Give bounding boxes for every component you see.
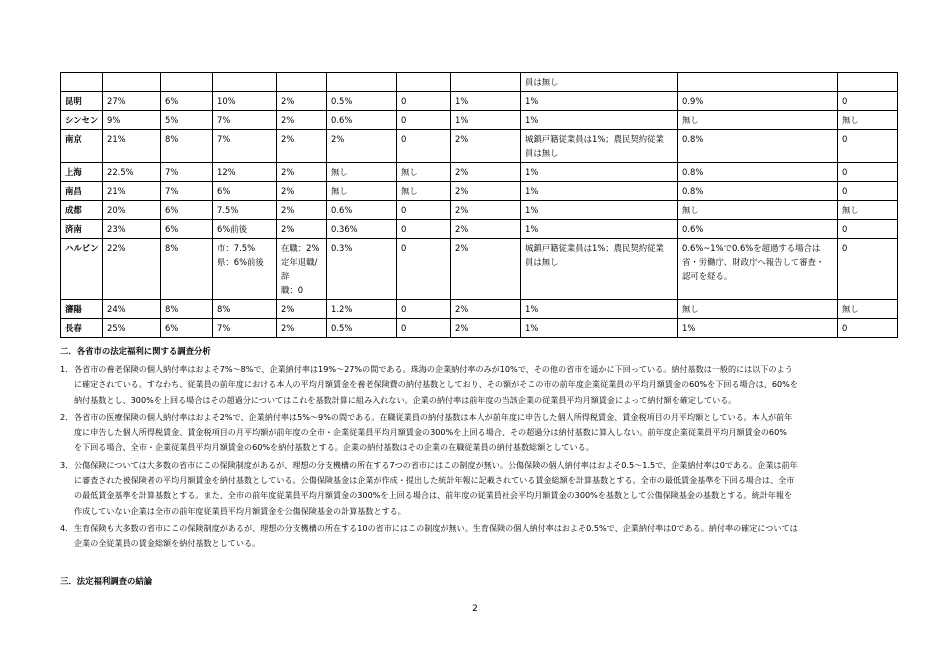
analysis-paragraph: [60, 410, 900, 456]
cell-line: 認可を経る。: [682, 271, 733, 281]
rate-cell: [521, 73, 678, 92]
table-row: [61, 92, 898, 111]
rate-cell: [213, 220, 277, 239]
cell-line: 0.8%: [682, 186, 704, 196]
table-row: [61, 300, 898, 319]
rate-cell: 無し: [397, 182, 451, 201]
cell-line: 1%: [525, 115, 539, 125]
cell-line: 2%: [281, 96, 295, 106]
rate-cell: 0: [397, 300, 451, 319]
rate-cell: 0: [838, 220, 898, 239]
rate-cell: 0: [838, 130, 898, 163]
rate-cell: [277, 319, 327, 338]
rate-cell: [213, 319, 277, 338]
rate-cell: [277, 92, 327, 111]
rate-cell: 7%: [161, 182, 213, 201]
cell-line: 2%: [281, 167, 295, 177]
rate-cell: 1.2%: [327, 300, 397, 319]
rate-cell: 0: [397, 92, 451, 111]
rate-cell: 8%: [161, 300, 213, 319]
cell-line: 2%: [281, 205, 295, 215]
rate-cell: [521, 130, 678, 163]
cell-line: 員は無し: [525, 257, 559, 267]
rate-cell: 23%: [103, 220, 161, 239]
cell-line: 2%: [281, 186, 295, 196]
rate-cell: 21%: [103, 130, 161, 163]
rate-cell: [161, 73, 213, 92]
section-2-title: 二．各省市の法定福利に関する調査分析: [60, 346, 211, 356]
cell-line: 1%: [525, 186, 539, 196]
rate-cell: 0.3%: [327, 239, 397, 300]
rate-cell: 0.6%: [327, 111, 397, 130]
rate-cell: 0: [838, 182, 898, 201]
rate-cell: [451, 73, 521, 92]
rate-cell: 5%: [161, 111, 213, 130]
rate-cell: 6%: [161, 201, 213, 220]
rate-cell: [277, 182, 327, 201]
rate-cell: 0: [397, 201, 451, 220]
paragraph-line: を下回る場合、全市・企業従業員平均月額賃金の60%を納付基数とする。企業の納付基数はその企業の在職従業員の納付基数総額としている。: [74, 442, 594, 453]
cell-line: 7%: [217, 115, 231, 125]
cell-line: 10%: [217, 96, 236, 106]
rate-cell: 2%: [327, 130, 397, 163]
paragraph-line: の最低賃金基準を計算基数とする。また、全市の前年度従業員平均月額賃金の300%を上回る場合は、前年度の従業員社会平均月額賃金の300%を基数として公傷保険基金の基数とする。統計年報を: [74, 490, 793, 501]
paragraph-line: 度に申告した個人所得税賃金、賃金税項目の月平均額が前年度の全市・企業従業員平均月額賃金の300%を上回る場合、その超過分は納付基数に算入しない。前年度企業従業員平均月額賃金の60%: [74, 427, 787, 438]
rate-cell: [521, 300, 678, 319]
rate-cell: 無し: [838, 300, 898, 319]
analysis-paragraph: [60, 362, 900, 408]
city-cell: ハルビン: [61, 239, 103, 300]
table-row: [61, 111, 898, 130]
cell-line: 2%: [281, 323, 295, 333]
rate-cell: 8%: [161, 239, 213, 300]
rate-cell: [678, 182, 838, 201]
rate-cell: [521, 319, 678, 338]
rate-cell: [277, 300, 327, 319]
rate-cell: [277, 239, 327, 300]
paragraph-line: に確定されている。すなわち、従業員の前年度における本人の平均月額賃金を養老保険費の納付基数としており、その額がそこの市の前年度企業従業員の平均月額賃金の60%を下回る場合は、60%を: [74, 379, 798, 390]
cell-line: 1%: [525, 167, 539, 177]
paragraph-line: 生育保険も大多数の省市にこの保険制度があるが、理想の分支機構の所在する10の省市にはこの制度が無い。生育保険の個人納付率はおよそ0.5%で、企業納付率は0である。納付率の確定については: [74, 522, 798, 533]
city-cell: 成都: [61, 201, 103, 220]
rate-cell: [213, 239, 277, 300]
cell-line: 12%: [217, 167, 236, 177]
paragraph-line: 各省市の医療保険の個人納付率はおよそ2%で、企業納付率は5%～9%の間である。在職従業員の納付基数は本人が前年度に申告した個人所得税賃金、賃金税項目の月平均額としている。本人が前年: [74, 411, 793, 422]
rate-cell: 無し: [327, 163, 397, 182]
city-cell: 上海: [61, 163, 103, 182]
rate-cell: [521, 92, 678, 111]
rate-cell: [678, 130, 838, 163]
rate-cell: [277, 163, 327, 182]
cell-line: 0.6%~1%で0.6%を超過する場合は: [682, 243, 821, 253]
cell-line: 7.5%: [217, 205, 239, 215]
cell-line: 1%: [525, 224, 539, 234]
cell-line: 8%: [217, 304, 231, 314]
rate-cell: 0: [838, 163, 898, 182]
city-cell: [61, 73, 103, 92]
table-row: [61, 220, 898, 239]
rate-cell: 9%: [103, 111, 161, 130]
rate-cell: 無し: [838, 201, 898, 220]
paragraph-line: 公傷保険については大多数の省市にこの保険制度があるが、理想の分支機構の所在する7つの省市にはこの制度が無い。公傷保険の個人納付率はおよそ0.5～1.5で、企業納付率は0である。企業は前年: [74, 459, 798, 470]
rate-cell: 0: [397, 239, 451, 300]
cell-line: 無し: [682, 115, 699, 125]
rate-cell: 21%: [103, 182, 161, 201]
rate-cell: 無し: [327, 182, 397, 201]
paragraph-number: 2．: [60, 411, 74, 422]
paragraph-number: 4．: [60, 522, 74, 533]
cell-line: 1%: [525, 205, 539, 215]
table-row: [61, 130, 898, 163]
rate-cell: 2%: [451, 201, 521, 220]
city-cell: 南昌: [61, 182, 103, 201]
welfare-rate-table: [60, 72, 898, 338]
rate-cell: 20%: [103, 201, 161, 220]
cell-line: 2%: [281, 134, 295, 144]
paragraph-line: に審査された被保険者の平均月額賃金を納付基数としている。公傷保険基金は企業が作成・提出した統計年報に記載されている賃金総額を計算基数とする。全市の最低賃金基準を下回る場合は、全市: [74, 475, 795, 486]
rate-cell: 無し: [838, 111, 898, 130]
cell-line: 0.8%: [682, 167, 704, 177]
rate-cell: [397, 73, 451, 92]
cell-line: 2%: [281, 304, 295, 314]
rate-cell: 2%: [451, 130, 521, 163]
cell-line: 1%: [525, 304, 539, 314]
cell-line: 1%: [525, 96, 539, 106]
section-2: [60, 345, 900, 552]
rate-cell: 22%: [103, 239, 161, 300]
rate-cell: 25%: [103, 319, 161, 338]
rate-cell: 0: [397, 130, 451, 163]
rate-cell: 0: [397, 319, 451, 338]
table-row: [61, 163, 898, 182]
rate-cell: [213, 163, 277, 182]
rate-cell: 2%: [451, 163, 521, 182]
rate-cell: 2%: [451, 300, 521, 319]
cell-line: 在職：2%: [281, 243, 320, 253]
rate-cell: [213, 111, 277, 130]
rate-cell: 無し: [397, 163, 451, 182]
rate-cell: 6%: [161, 92, 213, 111]
rate-cell: 2%: [451, 239, 521, 300]
rate-cell: [838, 73, 898, 92]
rate-cell: [521, 163, 678, 182]
rate-cell: 0.6%: [327, 201, 397, 220]
rate-cell: 2%: [451, 319, 521, 338]
rate-cell: [277, 220, 327, 239]
paragraph-line: 企業の全従業員の賃金総額を納付基数としている。: [74, 538, 261, 549]
rate-cell: [678, 163, 838, 182]
cell-line: 定年退職/辞: [281, 257, 318, 281]
rate-cell: [521, 201, 678, 220]
rate-cell: [521, 239, 678, 300]
city-cell: シンセン: [61, 111, 103, 130]
rate-cell: 2%: [451, 220, 521, 239]
cell-line: 職：0: [281, 285, 304, 295]
rate-cell: [521, 220, 678, 239]
rate-cell: [103, 73, 161, 92]
cell-line: 県：6%前後: [217, 257, 264, 267]
paragraph-line: 納付基数とし、300%を上回る場合はその超過分についてはこれを基数計算に組み入れない。企業の納付率は前年度の当該企業の従業員平均月額賃金によって納付額を確定している。: [74, 394, 737, 405]
cell-line: 2%: [281, 115, 295, 125]
rate-cell: 6%: [161, 319, 213, 338]
rate-cell: [678, 319, 838, 338]
rate-cell: 0: [838, 92, 898, 111]
rate-cell: [678, 201, 838, 220]
section-3-title: 三．法定福利調査の結論: [60, 576, 153, 586]
rate-cell: [213, 182, 277, 201]
rate-cell: [521, 182, 678, 201]
table-row: [61, 182, 898, 201]
rate-cell: [678, 220, 838, 239]
cell-line: 員は無し: [525, 148, 559, 158]
city-cell: 瀋陽: [61, 300, 103, 319]
rate-cell: [678, 73, 838, 92]
cell-line: 0.9%: [682, 96, 704, 106]
cell-line: 6%前後: [217, 224, 248, 234]
table-row: [61, 201, 898, 220]
rate-cell: 27%: [103, 92, 161, 111]
rate-cell: 7%: [161, 163, 213, 182]
cell-line: 7%: [217, 134, 231, 144]
rate-cell: 1%: [451, 111, 521, 130]
cell-line: 2%: [281, 224, 295, 234]
paragraph-number: 3．: [60, 459, 74, 470]
rate-cell: [327, 73, 397, 92]
page-number: 2: [472, 604, 478, 614]
rate-cell: [678, 300, 838, 319]
cell-line: 6%: [217, 186, 231, 196]
rate-cell: 22.5%: [103, 163, 161, 182]
cell-line: 城鎮戸籍従業員は1%；農民契約従業: [525, 134, 664, 144]
rate-cell: [678, 92, 838, 111]
analysis-paragraph: [60, 458, 900, 519]
cell-line: 1%: [525, 323, 539, 333]
analysis-paragraph: [60, 521, 900, 552]
rate-cell: 0.5%: [327, 319, 397, 338]
city-cell: 南京: [61, 130, 103, 163]
paragraph-line: 作成していない企業は全市の前年度従業員平均月額賃金を公傷保険基金の計算基数とする。: [74, 505, 406, 516]
cell-line: 無し: [682, 304, 699, 314]
cell-line: 1%: [682, 323, 696, 333]
city-cell: 済南: [61, 220, 103, 239]
rate-cell: 0.36%: [327, 220, 397, 239]
rate-cell: 6%: [161, 220, 213, 239]
rate-cell: [678, 111, 838, 130]
rate-cell: [213, 300, 277, 319]
rate-cell: [521, 111, 678, 130]
cell-line: 市：7.5%: [217, 243, 256, 253]
rate-cell: 0.5%: [327, 92, 397, 111]
rate-cell: 2%: [451, 182, 521, 201]
rate-cell: [277, 73, 327, 92]
cell-line: 0.8%: [682, 134, 704, 144]
cell-line: 省・労働庁、財政庁へ報告して審査・: [682, 257, 825, 267]
cell-line: 7%: [217, 323, 231, 333]
city-cell: 長春: [61, 319, 103, 338]
rate-cell: [277, 130, 327, 163]
paragraph-line: 各省市の養老保険の個人納付率はおよそ7%～8%で、企業納付率は19%～27%の間である。珠海の企業納付率のみが10%で、その他の省市を遥かに下回っている。納付基数は一般的には以下のよう: [74, 364, 793, 374]
table-row: [61, 239, 898, 300]
city-cell: 昆明: [61, 92, 103, 111]
paragraph-number: 1．: [60, 364, 74, 374]
rate-cell: [213, 73, 277, 92]
rate-cell: 1%: [451, 92, 521, 111]
rate-cell: [213, 130, 277, 163]
rate-cell: [277, 111, 327, 130]
rate-cell: 8%: [161, 130, 213, 163]
table-row: [61, 319, 898, 338]
rate-cell: 0: [397, 111, 451, 130]
table-row: [61, 73, 898, 92]
cell-line: 城鎮戸籍従業員は1%；農民契約従業: [525, 243, 664, 253]
rate-cell: 0: [838, 319, 898, 338]
rate-cell: 24%: [103, 300, 161, 319]
rate-cell: [213, 201, 277, 220]
rate-cell: 0: [838, 239, 898, 300]
cell-line: 員は無し: [525, 77, 559, 87]
rate-cell: [213, 92, 277, 111]
cell-line: 0.6%: [682, 224, 704, 234]
rate-cell: [678, 239, 838, 300]
rate-cell: [277, 201, 327, 220]
section-3: [60, 575, 900, 587]
cell-line: 無し: [682, 205, 699, 215]
rate-cell: 0: [397, 220, 451, 239]
